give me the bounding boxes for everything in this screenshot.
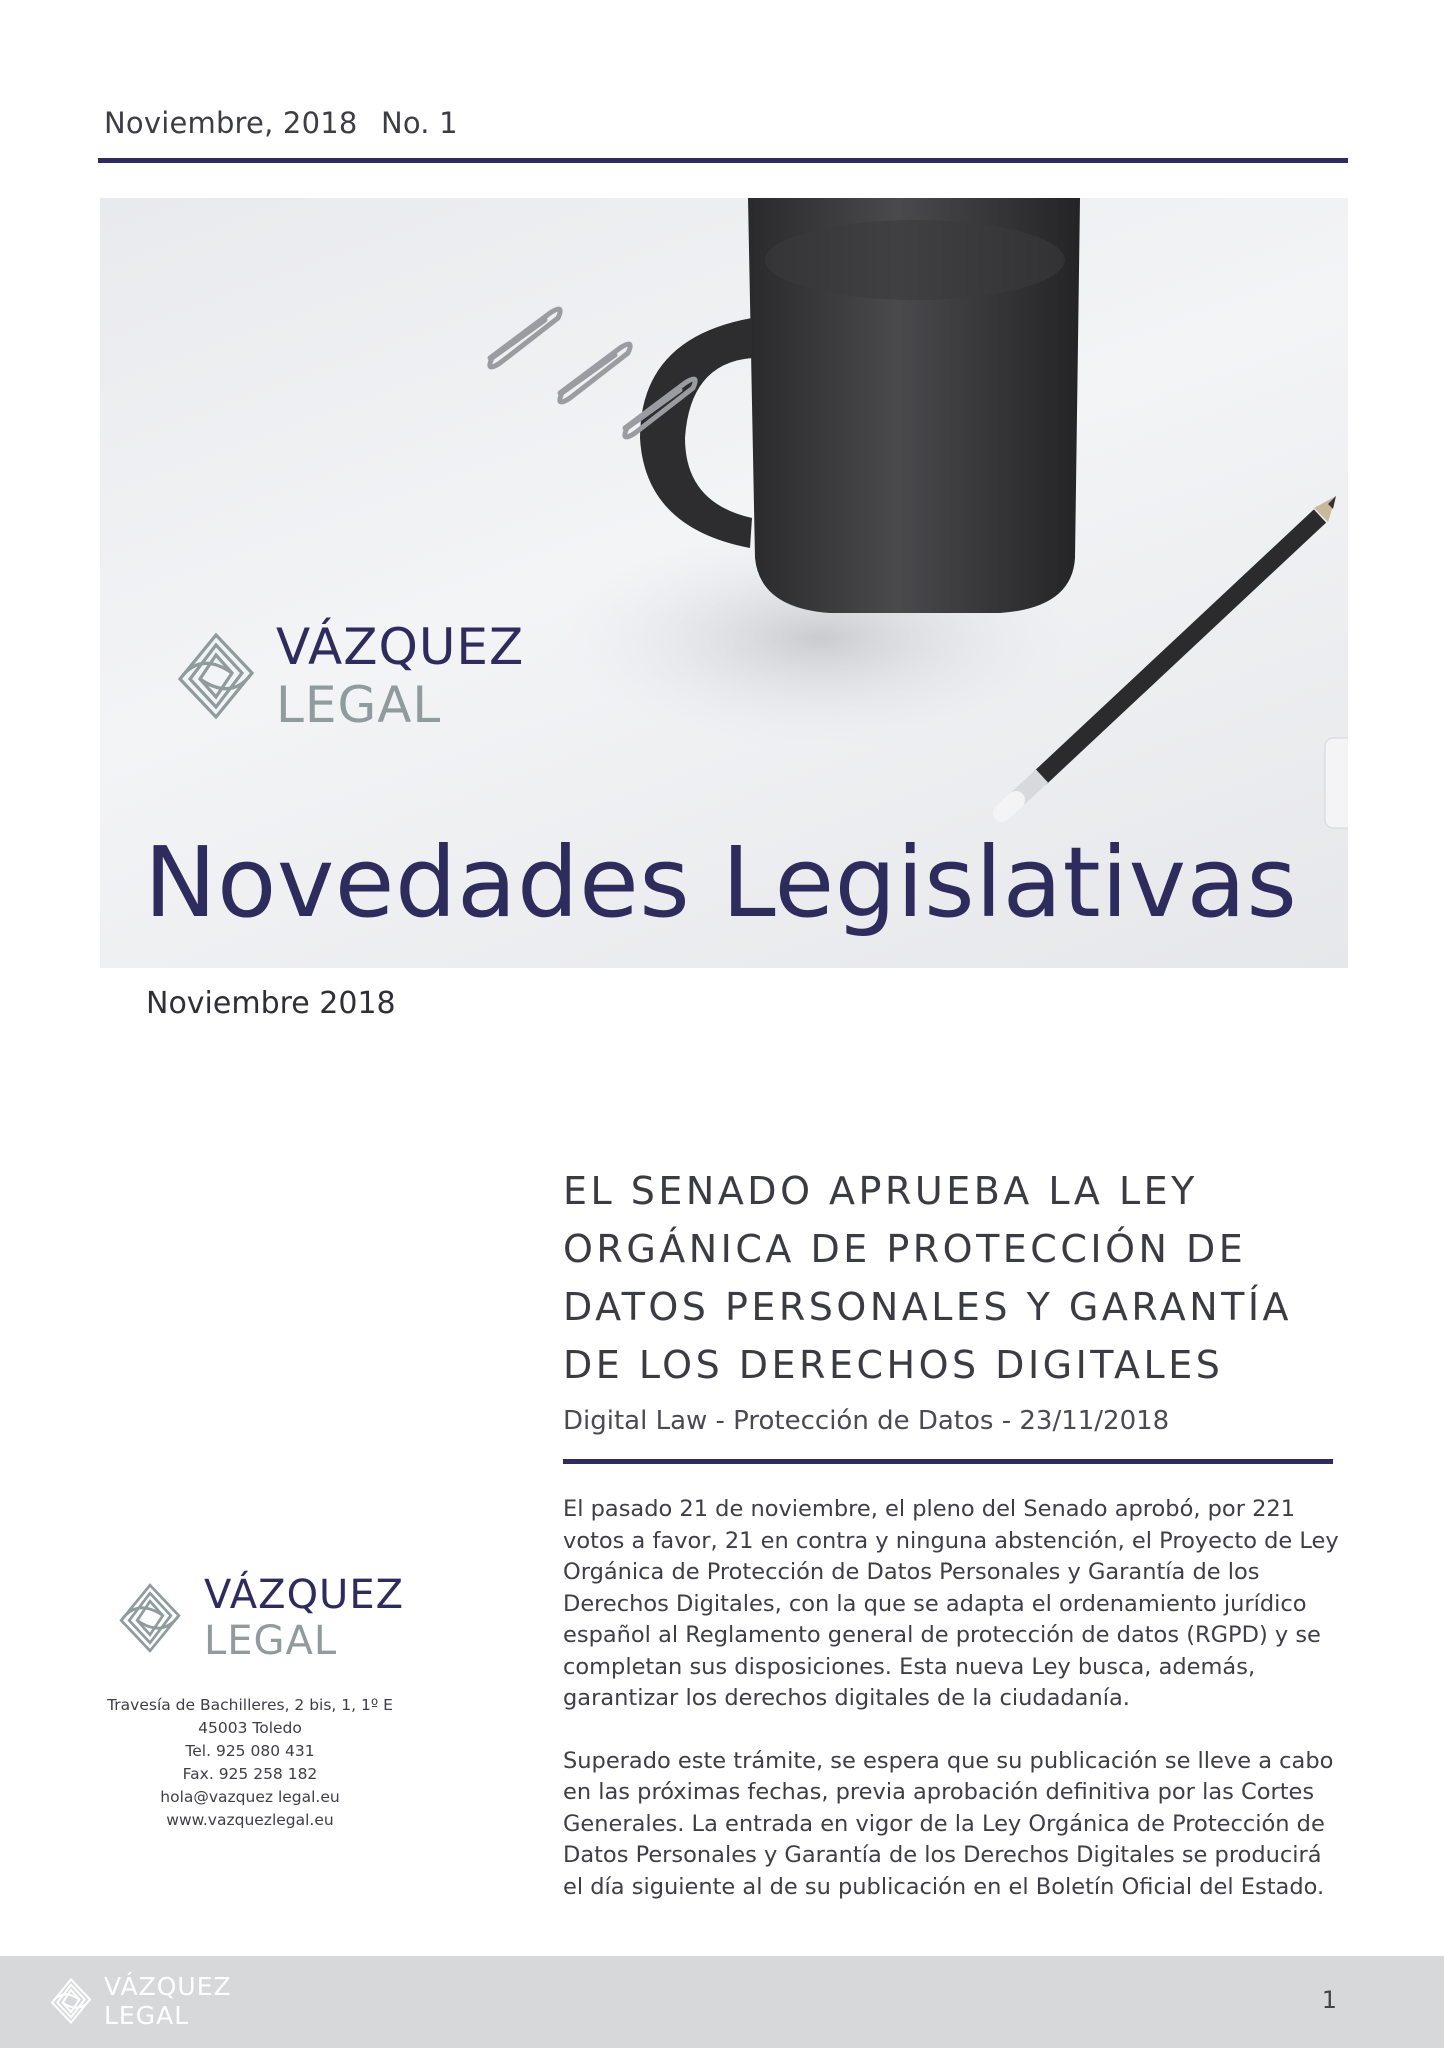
hero-brand-name: VÁZQUEZ [276, 618, 525, 676]
contact-info [100, 1694, 400, 1832]
article-title [563, 1162, 1338, 1394]
sidebar-brand-subname: LEGAL [204, 1618, 338, 1664]
issue-number: No. 1 [380, 106, 458, 140]
article-title-line: DATOS PERSONALES Y GARANTÍA [563, 1285, 1293, 1329]
eraser-shape [1325, 738, 1348, 828]
vazquez-legal-logo-mark-icon [118, 1580, 182, 1656]
issue-date-label: Noviembre, 2018 [104, 106, 358, 140]
issue-header [104, 106, 458, 140]
contact-fax: Fax. 925 258 182 [182, 1765, 318, 1783]
newsletter-title: Novedades Legislativas [144, 826, 1298, 939]
contact-phone: Tel. 925 080 431 [185, 1742, 315, 1760]
article-title-line: ORGÁNICA DE PROTECCIÓN DE [563, 1227, 1247, 1271]
issue-date: Noviembre 2018 [146, 986, 396, 1021]
hero-logo [176, 618, 524, 734]
footer-brand-name: VÁZQUEZ [104, 1972, 232, 2001]
article [563, 1162, 1339, 1900]
article-paragraph: Superado este trámite, se espera que su publicación se lleve a cabo en las próximas fechas, previa aprobación definitiva por las Cortes Generales. La entrada en vigor de la Ley Orgánica de Protección de Datos Personales y Garantía de los Derechos Digitales se producirá el día siguiente al de su publicación en el Boletín Oficial del Estado. [563, 1747, 1334, 1900]
page-number: 1 [1321, 1986, 1337, 2014]
article-subtitle: Digital Law - Protección de Datos - 23/11/2018 [563, 1406, 1170, 1436]
footer-logo [50, 1972, 232, 2030]
article-divider [563, 1459, 1333, 1464]
footer-brand-subname: LEGAL [104, 2001, 190, 2030]
page-footer [0, 1956, 1444, 2048]
hero-brand-subname: LEGAL [276, 676, 442, 734]
sidebar-brand-name: VÁZQUEZ [204, 1572, 405, 1618]
sidebar-logo [118, 1572, 404, 1664]
contact-city: 45003 Toledo [198, 1719, 302, 1737]
contact-website-link[interactable]: www.vazquezlegal.eu [166, 1811, 334, 1829]
vazquez-legal-logo-mark-icon [176, 631, 256, 721]
contact-email-link[interactable]: hola@vazquez legal.eu [160, 1788, 340, 1806]
hero-banner [100, 198, 1348, 968]
header-divider [98, 158, 1348, 163]
vazquez-legal-logo-mark-icon [50, 1976, 92, 2026]
contact-address: Travesía de Bachilleres, 2 bis, 1, 1º E [107, 1696, 393, 1714]
article-paragraph: El pasado 21 de noviembre, el pleno del Senado aprobó, por 221 votos a favor, 21 en contra y ninguna abstención, el Proyecto de Ley Orgánica de Protección de Datos Personales y Garantía de los Derechos Digitales, con la que se adapta el ordenamiento jurídico español al Reglamento general de protección de datos (RGPD) y se completan sus disposiciones. Esta nueva Ley busca, además, garantizar los derechos digitales de la ciudadanía. [563, 1496, 1339, 1711]
article-title-line: DE LOS DERECHOS DIGITALES [563, 1343, 1224, 1387]
article-title-line: EL SENADO APRUEBA LA LEY [563, 1169, 1198, 1213]
article-body [563, 1494, 1343, 1903]
